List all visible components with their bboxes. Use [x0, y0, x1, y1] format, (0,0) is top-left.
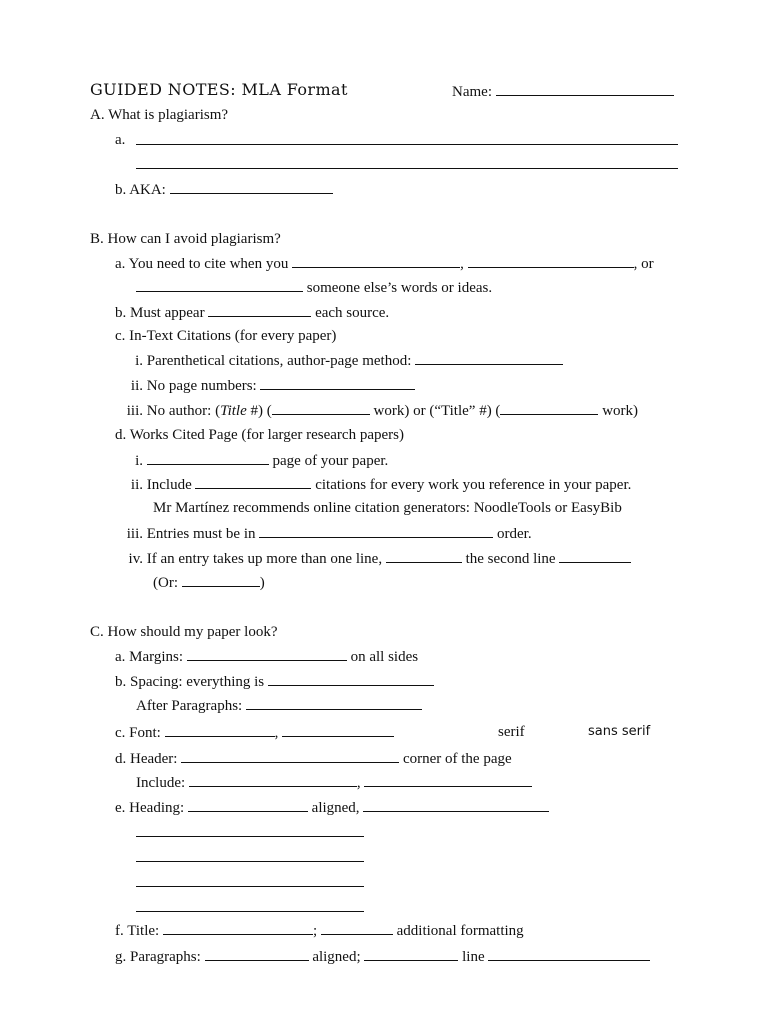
semicolon: ;	[312, 923, 318, 939]
paragraph-indent-blank[interactable]	[364, 946, 458, 961]
item-label: d.	[115, 427, 127, 443]
item-text: additional formatting	[396, 923, 524, 939]
item-text: No page numbers:	[146, 378, 257, 394]
item-text: work) or (“Title” #) (	[369, 403, 501, 419]
spacing-blank[interactable]	[268, 671, 434, 686]
item-text: Include:	[136, 775, 186, 791]
author-page-blank[interactable]	[415, 350, 563, 365]
citation-generator-note: Mr Martínez recommends online citation generators: NoodleTools or EasyBib	[153, 500, 622, 516]
section-b-item-d-ii	[123, 474, 631, 495]
section-c-item-g	[115, 946, 650, 967]
section-a-item-a	[115, 130, 125, 150]
paragraph-align-blank[interactable]	[205, 946, 309, 961]
item-label: b.	[115, 182, 127, 198]
item-label: a.	[115, 649, 126, 665]
section-b-item-a	[115, 253, 654, 274]
section-c-label: C.	[90, 624, 104, 640]
heading-blank[interactable]	[363, 797, 549, 812]
item-label: f.	[115, 923, 124, 939]
cite-blank-1[interactable]	[292, 253, 460, 268]
item-label: iii.	[126, 526, 143, 542]
section-c-item-e	[115, 797, 549, 818]
comma: ,	[460, 256, 464, 272]
name-label: Name:	[452, 84, 492, 100]
item-text: Include	[146, 477, 192, 493]
item-label: b.	[115, 305, 127, 321]
include-citations-blank[interactable]	[195, 474, 311, 489]
section-a-question: What is plagiarism?	[108, 107, 229, 123]
section-b-item-d	[115, 425, 404, 445]
aka-blank[interactable]	[170, 179, 333, 194]
font-blank-1[interactable]	[165, 722, 275, 737]
section-b-item-c-iii	[123, 400, 638, 421]
item-text: Entries must be in	[146, 526, 256, 542]
item-label: i.	[135, 353, 143, 369]
item-text: aligned;	[312, 949, 361, 965]
section-b-item-d-iv-or	[153, 572, 265, 593]
title-blank-2[interactable]	[321, 920, 393, 935]
item-text: the second line	[465, 551, 556, 567]
item-label: ii.	[130, 378, 143, 394]
title-blank-1[interactable]	[163, 920, 313, 935]
section-b-item-a-cont	[136, 277, 492, 298]
item-label: a.	[115, 132, 126, 148]
item-text: #) (	[246, 403, 272, 419]
item-text: Header:	[130, 751, 178, 767]
heading-line-4[interactable]	[136, 897, 364, 912]
section-a-item-b	[115, 179, 333, 200]
item-text: If an entry takes up more than one line,	[146, 551, 383, 567]
margins-blank[interactable]	[187, 646, 347, 661]
section-a-heading	[90, 105, 228, 125]
plagiarism-definition-blank-2[interactable]	[136, 154, 678, 169]
header-include-blank-1[interactable]	[189, 772, 357, 787]
section-b-item-d-iv	[123, 548, 631, 569]
item-text: Title:	[127, 923, 160, 939]
name-blank[interactable]	[496, 81, 674, 96]
item-label: c.	[115, 725, 126, 741]
item-label: iii.	[126, 403, 143, 419]
heading-line-3[interactable]	[136, 872, 364, 887]
section-b-item-c	[115, 326, 336, 346]
item-text: (Or:	[153, 575, 178, 591]
section-b-item-d-iii	[123, 523, 532, 544]
entry-order-blank[interactable]	[259, 523, 493, 538]
works-cited-position-blank[interactable]	[147, 450, 269, 465]
item-text: Must appear	[130, 305, 205, 321]
section-b-item-c-ii	[123, 375, 415, 396]
section-a-label: A.	[90, 107, 105, 123]
item-text: Paragraphs:	[130, 949, 201, 965]
item-text: someone else’s words or ideas.	[306, 280, 493, 296]
item-text: After Paragraphs:	[136, 698, 243, 714]
item-text: )	[259, 575, 265, 591]
font-blank-2[interactable]	[282, 722, 394, 737]
item-label: i.	[135, 453, 143, 469]
header-corner-blank[interactable]	[181, 748, 399, 763]
plagiarism-definition-blank-1[interactable]	[136, 130, 678, 145]
item-text: No author: (	[146, 403, 221, 419]
aka-label: AKA:	[129, 182, 166, 198]
section-b-item-c-i	[123, 350, 563, 371]
serif-option: serif	[498, 724, 525, 740]
title-italic: Title	[220, 403, 247, 419]
no-author-blank-1[interactable]	[272, 400, 370, 415]
section-c-question: How should my paper look?	[107, 624, 278, 640]
item-text: Heading:	[129, 800, 185, 816]
item-label: ii.	[130, 477, 143, 493]
item-text: Works Cited Page (for larger research papers)	[129, 427, 404, 443]
heading-line-1[interactable]	[136, 822, 364, 837]
comma: ,	[274, 725, 279, 741]
item-text: order.	[497, 526, 532, 542]
page-title: GUIDED NOTES: MLA Format	[90, 80, 348, 99]
section-b-label: B.	[90, 231, 104, 247]
cite-blank-3[interactable]	[136, 277, 303, 292]
item-text: work)	[598, 403, 639, 419]
section-b-heading	[90, 229, 281, 249]
item-text: on all sides	[350, 649, 419, 665]
item-label: g.	[115, 949, 127, 965]
item-label: iv.	[128, 551, 143, 567]
item-label: d.	[115, 751, 127, 767]
paragraph-line-blank[interactable]	[488, 946, 650, 961]
item-text: each source.	[315, 305, 390, 321]
header-include-blank-2[interactable]	[364, 772, 532, 787]
item-text: Spacing: everything is	[130, 674, 265, 690]
heading-line-2[interactable]	[136, 847, 364, 862]
comma: ,	[356, 775, 361, 791]
item-label: a.	[115, 256, 126, 272]
section-c-item-f	[115, 920, 524, 941]
section-b-question: How can I avoid plagiarism?	[107, 231, 281, 247]
no-page-blank[interactable]	[260, 375, 415, 390]
item-text: In-Text Citations (for every paper)	[129, 328, 337, 344]
item-text: You need to cite when you	[128, 256, 289, 272]
no-author-blank-2[interactable]	[500, 400, 598, 415]
section-c-item-c	[115, 722, 394, 743]
section-c-item-d	[115, 748, 512, 769]
indent-blank-1[interactable]	[386, 548, 462, 563]
item-text: Margins:	[129, 649, 184, 665]
item-text: , or	[633, 256, 654, 272]
item-text: aligned,	[311, 800, 360, 816]
item-text: Parenthetical citations, author-page method:	[146, 353, 412, 369]
heading-align-blank[interactable]	[188, 797, 308, 812]
section-b-item-b	[115, 302, 389, 323]
indent-blank-2[interactable]	[559, 548, 631, 563]
item-label: c.	[115, 328, 126, 344]
name-field-row	[452, 81, 674, 102]
item-text: line	[462, 949, 485, 965]
after-paragraphs-blank[interactable]	[246, 695, 422, 710]
section-c-item-d-include	[136, 772, 532, 793]
section-c-heading	[90, 622, 278, 642]
section-c-item-a	[115, 646, 418, 667]
item-text: corner of the page	[402, 751, 512, 767]
section-c-item-b	[115, 671, 434, 692]
item-label: e.	[115, 800, 126, 816]
sans-serif-option: sans serif	[588, 724, 651, 739]
or-blank[interactable]	[182, 572, 260, 587]
section-c-item-b-after	[136, 695, 422, 716]
item-text: page of your paper.	[272, 453, 389, 469]
section-b-item-d-i	[123, 450, 388, 471]
item-text: citations for every work you reference in your paper.	[315, 477, 632, 493]
item-label: b.	[115, 674, 127, 690]
cite-blank-2[interactable]	[468, 253, 634, 268]
appear-blank[interactable]	[208, 302, 311, 317]
item-text: Font:	[129, 725, 161, 741]
